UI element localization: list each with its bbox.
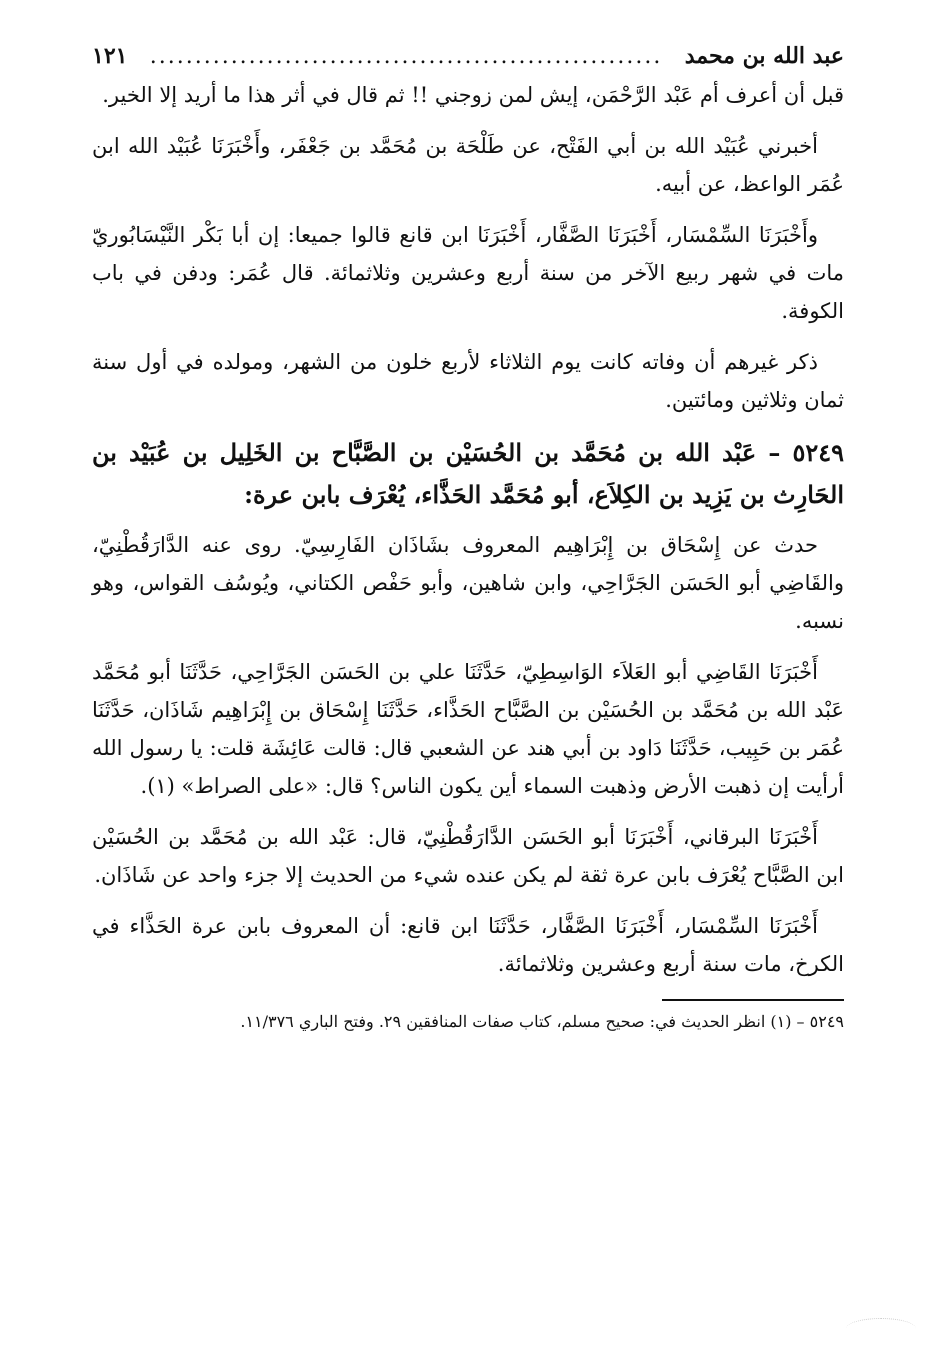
leader-dots: ......................................................... [149, 44, 663, 69]
footnote: ٥٢٤٩ – (١) انظر الحديث في: صحيح مسلم، كتاب صفات المنافقين ٢٩. وفتح الباري ١١/٣٧٦. [240, 1012, 844, 1031]
entry-heading: ٥٢٤٩ – عَبْد الله بن مُحَمَّد بن الحُسَيْن بن الصَّبَّاح بن الخَلِيل بن عُبَيْد بن الحَارِث بن يَزِيد بن الكِلاَع، أبو مُحَمَّد الحَذَّاء، يُعْرَف بابن عرة: [92, 438, 844, 509]
entry-paragraph-1: حدث عن إِسْحَاق بن إِبْرَاهِيم المعروف بشَاذَان الفَارِسِيّ. روى عنه الدَّارَقُطْنِيّ، والقَاضِي أبو الحَسَن الجَرَّاحِي، وابن شاهين، وأبو حَفْص الكتاني، ويُوسُف القواس، وهو نسبه. [92, 533, 844, 633]
paragraph-chain-1: أخبرني عُبَيْد الله بن أبي الفَتْح، عن طَلْحَة بن مُحَمَّد بن جَعْفَر، وأَخْبَرَنَا عُبَيْد الله ابن عُمَر الواعظ، عن أبيه. [92, 134, 844, 196]
footnote-separator [662, 999, 844, 1001]
page-number: ١٢١ [92, 43, 128, 69]
running-header [92, 38, 844, 74]
entry-paragraph-2: أَخْبَرَنَا القَاضِي أبو العَلاَء الوَاسِطِيّ، حَدَّثَنَا علي بن الحَسَن الجَرَّاحِي، حَدَّثَنَا أبو مُحَمَّد عَبْد الله بن مُحَمَّد بن الحُسَيْن بن الصَّبَّاح الحَذَّاء، حَدَّثَنَا إِسْحَاق بن إِبْرَاهِيم شَاذَان، حَدَّثَنَا عُمَر بن حَبِيب، حَدَّثَنَا دَاود بن أبي هند عن الشعبي قال: قالت عَائِشَة قلت: يا رسول الله أرأيت إن ذهبت الأرض وذهبت السماء أين يكون الناس؟ قال: «على الصراط» (١). [92, 660, 844, 798]
book-page [92, 38, 844, 1338]
running-title: عبد الله بن محمد [684, 43, 844, 69]
entry-paragraph-4: أَخْبَرَنَا السِّمْسَار، أَخْبَرَنَا الصَّفَّار، حَدَّثَنَا ابن قانع: أن المعروف بابن عرة الحَذَّاء في الكرخ، مات سنة أربع وعشرين وثلاثمائة. [92, 914, 844, 976]
page-mark [846, 1318, 916, 1339]
paragraph-chain-2: وأَخْبَرَنَا السِّمْسَار، أَخْبَرَنَا الصَّفَّار، أَخْبَرَنَا ابن قانع قالوا جميعا: إن أبا بَكْر النَّيْسَابُوريّ مات في شهر ربيع الآخر من سنة أربع وعشرين وثلاثمائة. قال عُمَر: ودفن في باب الكوفة. [92, 223, 844, 323]
paragraph-death-date: ذكر غيرهم أن وفاته كانت يوم الثلاثاء لأربع خلون من الشهر، ومولده في أول سنة ثمان وثلاثين ومائتين. [92, 350, 844, 412]
entry-paragraph-3: أَخْبَرَنَا البرقاني، أَخْبَرَنَا أبو الحَسَن الدَّارَقُطْنِيّ، قال: عَبْد الله بن مُحَمَّد بن الحُسَيْن ابن الصَّبَّاح يُعْرَف بابن عرة ثقة لم يكن عنده شيء من الحديث إلا جزء واحد عن شَاذَان. [92, 825, 844, 887]
paragraph-continuation: قبل أن أعرف أم عَبْد الرَّحْمَن، إيش لمن زوجني !! ثم قال في أثر هذا ما أريد إلا الخير. [102, 83, 844, 107]
